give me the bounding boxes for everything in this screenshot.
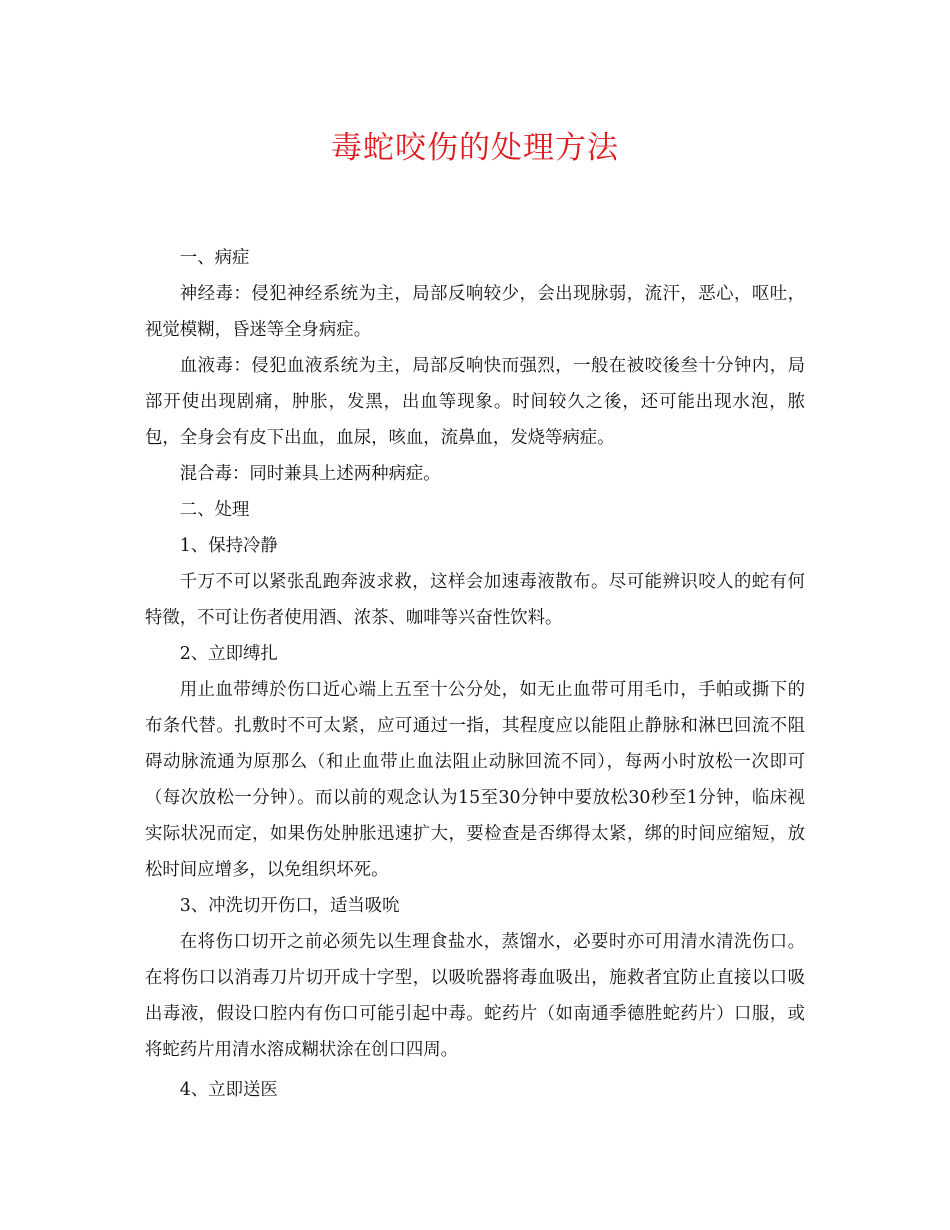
paragraph-neurotoxin: 神经毒：侵犯神经系统为主，局部反响较少，会出现脉弱，流汗，恶心，呕吐，视觉模糊，昏迷等全身病症。 (145, 284, 805, 340)
paragraph-hemotoxin: 血液毒：侵犯血液系统为主，局部反响快而强烈，一般在被咬後叁十分钟内，局部开使出现剧痛，肿胀，发黑，出血等现象。时间较久之後，还可能出现水泡，脓包，全身会有皮下出血，血尿，咳血，流鼻血，发烧等病症。 (145, 356, 805, 448)
document-title: 毒蛇咬伤的处理方法 (331, 130, 619, 166)
section-heading-treatment: 二、处理 (179, 500, 250, 520)
step-heading-wash-cut: 3、冲洗切开伤口，适当吸吮 (179, 896, 400, 916)
paragraph-mixed-toxin: 混合毒：同时兼具上述两种病症。 (179, 464, 441, 484)
paragraph-stay-calm: 千万不可以紧张乱跑奔波求救，这样会加速毒液散布。尽可能辨识咬人的蛇有何特徵，不可让伤者使用酒、浓茶、咖啡等兴奋性饮料。 (145, 572, 805, 628)
step-heading-hospital: 4、立即送医 (179, 1080, 278, 1100)
paragraph-bind: 用止血带缚於伤口近心端上五至十公分处，如无止血带可用毛巾，手帕或撕下的布条代替。扎敷时不可太紧，应可通过一指，其程度应以能阻止静脉和淋巴回流不阻碍动脉流通为原那么（和止血带止血法阻止动脉回流不同），每两小时放松一次即可（每次放松一分钟）。而以前的观念认为15至30分钟中要放松30秒至1分钟，临床视实际状况而定，如果伤处肿胀迅速扩大，要检查是否绑得太紧，绑的时间应缩短，放松时间应增多，以免组织坏死。 (145, 680, 805, 880)
document-body (145, 240, 805, 1108)
paragraph-wash-cut: 在将伤口切开之前必须先以生理食盐水，蒸馏水，必要时亦可用清水清洗伤口。在将伤口以消毒刀片切开成十字型，以吸吮器将毒血吸出，施救者宜防止直接以口吸出毒液，假设口腔内有伤口可能引起中毒。蛇药片（如南通季德胜蛇药片）口服，或将蛇药片用清水溶成糊状涂在创口四周。 (145, 932, 805, 1060)
step-heading-bind: 2、立即缚扎 (179, 644, 278, 664)
section-heading-symptoms: 一、病症 (179, 248, 250, 268)
step-heading-stay-calm: 1、保持冷静 (179, 536, 278, 556)
